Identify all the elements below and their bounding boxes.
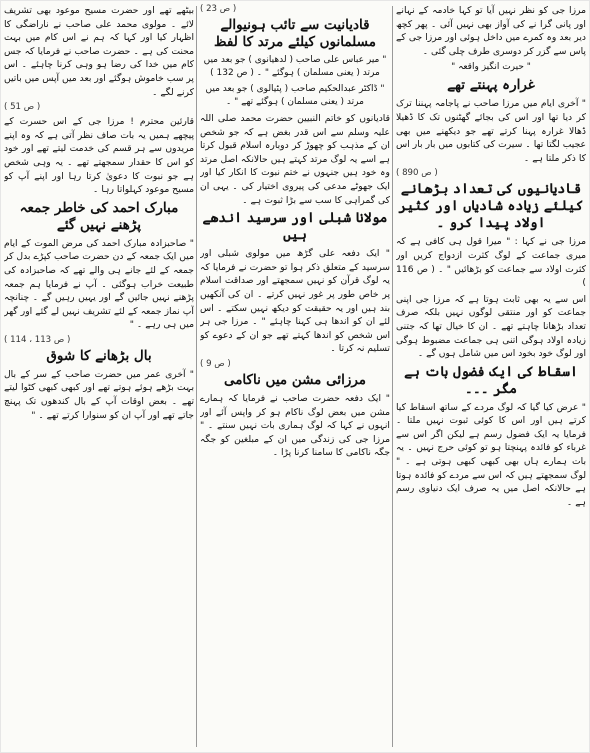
column-divider [392, 6, 393, 747]
article-paragraph: " عرض کیا گیا کہ لوگ مردے کے ساتھ اسقاط کیا کرتے ہیں اور اس کا کوئی ثبوت نہیں ملتا ۔ فرمایا یہ ایک فضول رسم ہے لیکن اگر اس سے غرباء کو فائدہ پہنچتا ہو تو کوئی حرج نہیں ۔ یہ بات ہمارے ہاں بھی کبھی کبھی ہوتی ہے ۔ " لوگ سمجھتے ہیں کہ اس سے مردے کو فائدہ ہوتا ہے حالانکہ اصل میں یہ صرف ایک دنیاوی رسم ہے ۔ [396, 401, 586, 508]
article-paragraph: " صاحبزادہ مبارک احمد کی مرض الموت کے ایام میں ایک جمعہ کے دن حضرت صاحب کپڑے بدل کر جمعہ کے لئے جانے ہی والے تھے کہ صاحبزادہ کی طبیعت خراب ہوگئی ۔ آپ نے فرمایا ہم جمعہ پڑھنے نہیں جائیں گے اور یہیں رہیں گے ۔ چنانچہ آپ نماز جمعہ کے لئے تشریف نہیں لے گئے اور گھر میں ہی رہے ۔ " [4, 237, 194, 331]
column-divider [196, 6, 197, 747]
right-column [396, 4, 586, 749]
article-paragraph: اس سے یہ بھی ثابت ہوتا ہے کہ مرزا جی اپنی جماعت کو اور منتقی لوگوں نہیں بلکہ صرف تعداد بڑھانا چاہتے تھے ۔ ان کا خیال تھا کہ جتنی زیادہ اولاد ہوگی اتنی ہی جماعت مضبوط ہوگی اور لوگ خود بخود اس میں شامل ہوں گے ۔ [396, 293, 586, 360]
article-subline: " میر عباس علی صاحب ( لدھیانوی ) جو بعد میں مرتد ( یعنی مسلمان ) ہوگئے " ۔ ( ص 132 ) [203, 55, 387, 78]
article-paragraph: قادیانوں کو خاتم النبیین حضرت محمد صلی اللہ علیہ وسلم سے اس قدر بغض ہے کہ جو شخص ان کے مذہب کو چھوڑ کر دوبارہ اسلام قبول کرتا ہے اسے یہ لوگ مرتد کہتے ہیں حالانکہ اصل مرتد وہ خود ہیں جنہوں نے ختم نبوت کا انکار کیا اور ایک جھوٹے مدعی کی پیروی اختیار کی ۔ یہی ان کی گمراہی کا سب سے بڑا ثبوت ہے ۔ [200, 113, 390, 206]
article-subline: " حیرت انگیز واقعہ " [451, 62, 531, 73]
article-paragraph: " ایک دفعہ علی گڑھ میں مولوی شبلی اور سرسید کے متعلق ذکر ہوا تو حضرت نے فرمایا کہ یہ لوگ قرآن کو نہیں سمجھتے اور صداقت اسلام پر خاص طور پر غور نہیں کرتے ۔ ان کی آنکھیں بند ہیں اور یہ حقیقت کو دیکھ نہیں سکتے ۔ اس لئے ان کو اندھا ہی کہنا چاہئے " ۔ مرزا جی ہر اس شخص کو اندھا کہتے تھے جو ان کے دعوے کو تسلیم نہ کرتا ۔ [200, 248, 390, 355]
page-reference: ( ص 113 ، 114 ) [4, 334, 71, 345]
article-subline: " ڈاکٹر عبدالحکیم صاحب ( پٹیالوی ) جو بعد میں مرتد ( یعنی مسلمان ) ہوگئے تھے " ۔ [205, 84, 385, 107]
article-headline: غرارہ پہنتے تھے [447, 77, 535, 94]
article-paragraph: " آخری عمر میں حضرت صاحب کے سر کے بال بہت بڑھے ہوئے ہوتے تھے اور کبھی کبھی کٹوا لیتے تھے ۔ بعض اوقات آپ کے بال کندھوں تک پہنچ جاتے تھے اور آپ ان کو سنوارا کرتے تھے ۔ " [4, 368, 194, 421]
article-headline: اسقاط کی ایک فضول بات ہے مگر ۔۔۔ [404, 363, 578, 397]
left-column [4, 4, 194, 749]
page-reference: ( ص 890 ) [396, 168, 438, 179]
article-headline: مبارک احمد کی خاطر جمعہ پڑھنے نہیں گئے [19, 199, 179, 233]
page-reference: ( ص 9 ) [200, 358, 231, 369]
article-headline: مولانا شبلی اور سرسید اندھے ہیں [202, 210, 388, 244]
article-paragraph: " آخری ایام میں مرزا صاحب نے پاجامہ پہننا ترک کر دیا تھا اور اس کی بجائے گھٹنوں تک کا ڈھیلا ڈھالا غرارہ پہنا کرتے تھے جو دیکھنے میں بھی عجیب لگتا تھا ۔ سیرت کی کتابوں میں بار بار اس کا ذکر ملتا ہے ۔ [396, 98, 586, 164]
middle-column [200, 4, 390, 749]
article-paragraph: " ایک دفعہ حضرت صاحب نے فرمایا کہ ہمارے مشن میں بعض لوگ ناکام ہو کر واپس آئے اور انہوں نے کہا کہ لوگ ہماری بات نہیں سنتے ۔ " مرزا جی کی زندگی میں ان کے مبلغین کو جگہ جگہ ناکامی کا سامنا کرنا پڑا ۔ [200, 392, 390, 459]
article-paragraph: مرزا جی نے کہا : " میرا قول ہی کافی ہے کہ میری جماعت کے لوگ کثرت ازدواج کریں اور کثرت اولاد سے جماعت کو بڑھائیں " ۔ ( ص 116 ) [396, 236, 586, 289]
article-headline: بال بڑھانے کا شوق [46, 347, 152, 364]
page-reference: ( ص 23 ) [200, 4, 237, 14]
article-headline: قادیانیوں کی تعداد بڑھانے کیلئے زیادہ شادیاں اور کثیر اولاد پیدا کرو ۔ [398, 181, 584, 232]
article-paragraph: مرزا جی کو نظر نہیں آیا تو کہا خادمہ کے نہانے اور پانی گرا نے کی آواز بھی نہیں آئی ۔ پھر کچھ دیر بعد وہ کمرے میں داخل ہوئی اور مرزا جی کے پاس سے گزر کر دوسری طرف چلی گئی ۔ [396, 5, 586, 57]
article-headline: قادیانیت سے تائب ہونیوالے مسلمانوں کیلئے مرتد کا لفظ [214, 17, 376, 50]
page-reference: ( ص 51 ) [4, 102, 41, 113]
article-headline: مرزائی مشن میں ناکامی [223, 371, 367, 388]
article-paragraph: بیٹھے تھے اور حضرت مسیح موعود بھی تشریف لائے ۔ مولوی محمد علی صاحب نے ناراضگی کا اظہار کیا اور کہا کہ ہم نے اس کام میں بہت محنت کی ہے ۔ حضرت صاحب نے فرمایا کہ جس کام میں خدا کی رضا ہو وہی کرنا چاہئے ۔ اس پر سب خاموش ہوگئے اور بعد میں آپس میں باتیں کرنے لگے ۔ [4, 5, 194, 98]
article-paragraph: قارئین محترم ! مرزا جی کے اس حسرت کے پیچھے ہمیں یہ بات صاف نظر آتی ہے کہ وہ اپنے مریدوں سے ہر قسم کی خدمت لیتے تھے اور خود کو اس کا حقدار سمجھتے تھے ۔ یہ وہی شخص ہے جو نبوت کا دعویٰ کرتا رہا اور اپنے آپ کو مسیح موعود کہلواتا رہا ۔ [4, 116, 194, 196]
